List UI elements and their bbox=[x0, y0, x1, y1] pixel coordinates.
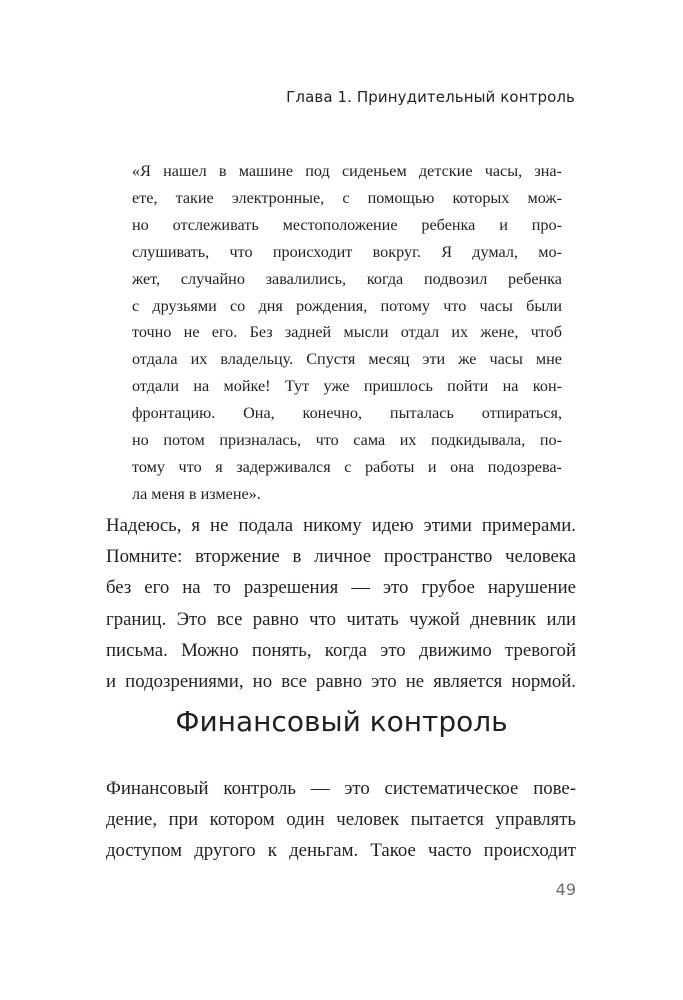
paragraph-line: Помните: вторжение в личное пространство человека bbox=[106, 546, 576, 568]
quote-line: с друзьями со дня рождения, потому что часы были bbox=[132, 296, 562, 315]
quote-line: тому что я задерживался с работы и она подозрева- bbox=[132, 457, 562, 476]
paragraph-line: Финансовый контроль — это систематическое пове- bbox=[106, 778, 576, 799]
quote-line: жет, случайно завалились, когда подвозил ребенка bbox=[132, 269, 562, 288]
quote-line: но отслеживать местоположение ребенка и про- bbox=[132, 215, 562, 234]
quote-line: ла меня в измене». bbox=[132, 484, 261, 503]
paragraph-line: дение, при котором один человек пытается управлять bbox=[106, 809, 576, 831]
paragraph-line: Надеюсь, я не подала никому идею этими примерами. bbox=[106, 515, 576, 536]
paragraph-line: без его на то разрешения — это грубое нарушение bbox=[106, 577, 576, 599]
quote-line: но потом призналась, что сама их подкидывала, по- bbox=[132, 431, 562, 450]
paragraph-1 bbox=[106, 510, 576, 697]
quote-line: фронтацию. Она, конечно, пыталась отпираться, bbox=[132, 404, 562, 423]
quote-line: слушивать, что происходит вокруг. Я думал, мо- bbox=[132, 242, 562, 261]
quote-line: точно не его. Без задней мысли отдал их жене, чтоб bbox=[132, 323, 562, 342]
quote-block bbox=[132, 158, 562, 508]
paragraph-line: и подозрениями, но все равно это не является нормой. bbox=[106, 671, 576, 693]
quote-line: отдала их владельцу. Спустя месяц эти же часы мне bbox=[132, 350, 562, 369]
quote-line: отдали на мойке! Тут уже пришлось пойти на кон- bbox=[132, 377, 562, 396]
running-head: Глава 1. Принудительный контроль bbox=[286, 88, 575, 106]
page-number: 49 bbox=[555, 880, 576, 899]
quote-line: ете, такие электронные, с помощью которых мож- bbox=[132, 188, 562, 207]
quote-line: «Я нашел в машине под сиденьем детские часы, зна- bbox=[132, 162, 562, 180]
paragraph-line: границ. Это все равно что читать чужой дневник или bbox=[106, 608, 576, 630]
paragraph-line: доступом другого к деньгам. Такое часто происходит bbox=[106, 840, 576, 862]
section-heading: Финансовый контроль bbox=[175, 705, 508, 738]
paragraph-line: письма. Можно понять, когда это движимо тревогой bbox=[106, 639, 576, 661]
paragraph-2 bbox=[106, 773, 576, 867]
